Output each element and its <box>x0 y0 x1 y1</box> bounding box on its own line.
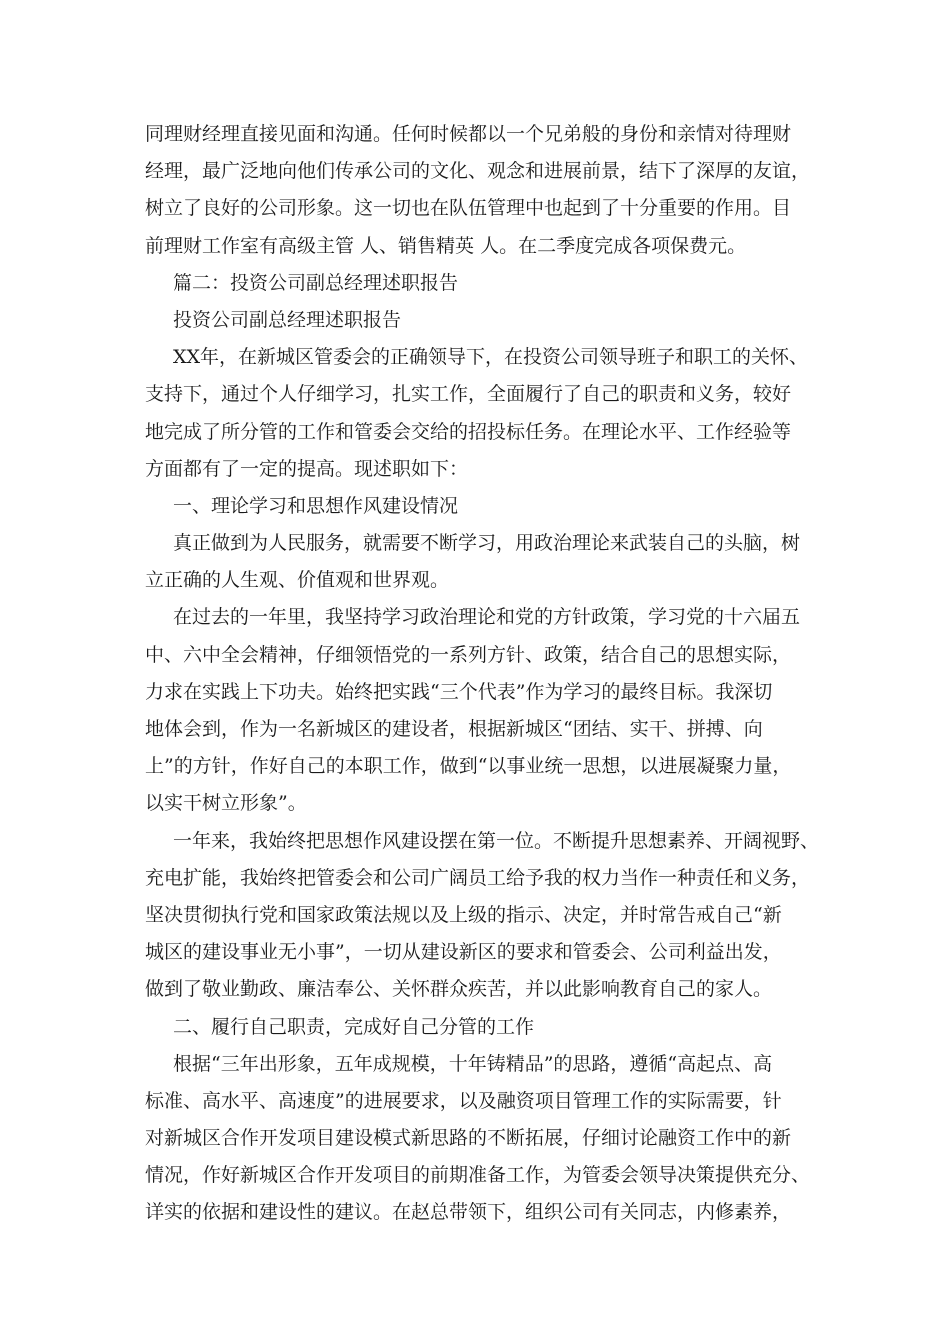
text-line: 详实的依据和建设性的建议。在赵总带领下，组织公司有关同志，内修素养， <box>145 1201 792 1224</box>
text-line: 上”的方针，作好自己的本职工作，做到“以事业统一思想，以进展凝聚力量， <box>145 755 792 778</box>
text-line: 做到了敬业勤政、廉洁奉公、关怀群众疾苦，并以此影响教育自己的家人。 <box>145 978 773 1001</box>
text-line: 立正确的人生观、价值观和世界观。 <box>145 569 450 592</box>
text-line: 地体会到，作为一名新城区的建设者，根据新城区“团结、实干、拼搏、向 <box>145 718 763 740</box>
text-line: 真正做到为人民服务，就需要不断学习，用政治理论来武装自己的头脑，树 <box>173 532 801 555</box>
text-line: 根据“三年出形象，五年成规模，十年铸精品”的思路，遵循“高起点、高 <box>173 1052 773 1075</box>
text-line: 投资公司副总经理述职报告 <box>173 308 402 331</box>
text-line: 坚决贯彻执行党和国家政策法规以及上级的指示、决定，并时常告戒自己“新 <box>145 903 782 926</box>
text-line: 对新城区合作开发项目建设模式新思路的不断拓展，仔细讨论融资工作中的新 <box>145 1127 792 1150</box>
text-line: 城区的建设事业无小事”，一切从建设新区的要求和管委会、公司利益出发， <box>145 941 782 964</box>
text-line: 篇二：投资公司副总经理述职报告 <box>173 271 459 294</box>
text-line: 地完成了所分管的工作和管委会交给的招投标任务。在理论水平、工作经验等 <box>145 420 792 443</box>
text-line: XX年，在新城区管委会的正确领导下，在投资公司领导班子和职工的关怀、 <box>173 346 809 369</box>
text-line: 力求在实践上下功夫。始终把实践“三个代表”作为学习的最终目标。我深切 <box>145 680 773 703</box>
text-line: 同理财经理直接见面和沟通。任何时候都以一个兄弟般的身份和亲情对待理财 <box>145 123 792 145</box>
text-line: 在过去的一年里，我坚持学习政治理论和党的方针政策，学习党的十六届五 <box>173 606 801 629</box>
text-line: 一年来，我始终把思想作风建设摆在第一位。不断提升思想素养、开阔视野、 <box>173 829 820 852</box>
text-line: 树立了良好的公司形象。这一切也在队伍管理中也起到了十分重要的作用。目 <box>145 197 792 220</box>
text-line: 一、理论学习和思想作风建设情况 <box>173 494 459 517</box>
text-line: 标准、高水平、高速度”的进展要求，以及融资项目管理工作的实际需要，针 <box>145 1089 782 1112</box>
text-line: 情况，作好新城区合作开发项目的前期准备工作，为管委会领导决策提供充分、 <box>145 1164 811 1187</box>
text-line: 前理财工作室有高级主管 人、销售精英 人。在二季度完成各项保费元。 <box>145 234 747 257</box>
text-line: 支持下，通过个人仔细学习，扎实工作，全面履行了自己的职责和义务，较好 <box>145 383 792 406</box>
text-line: 充电扩能，我始终把管委会和公司广阔员工给予我的权力当作一种责任和义务， <box>145 866 811 889</box>
text-line: 二、履行自己职责，完成好自己分管的工作 <box>173 1015 535 1038</box>
text-line: 方面都有了一定的提高。现述职如下： <box>145 457 469 480</box>
document-body <box>145 116 825 1232</box>
text-line: 中、六中全会精神，仔细领悟党的一系列方针、政策，结合自己的思想实际， <box>145 643 792 666</box>
text-line: 以实干树立形象”。 <box>145 792 307 815</box>
text-line: 经理，最广泛地向他们传承公司的文化、观念和进展前景，结下了深厚的友谊， <box>145 160 811 183</box>
